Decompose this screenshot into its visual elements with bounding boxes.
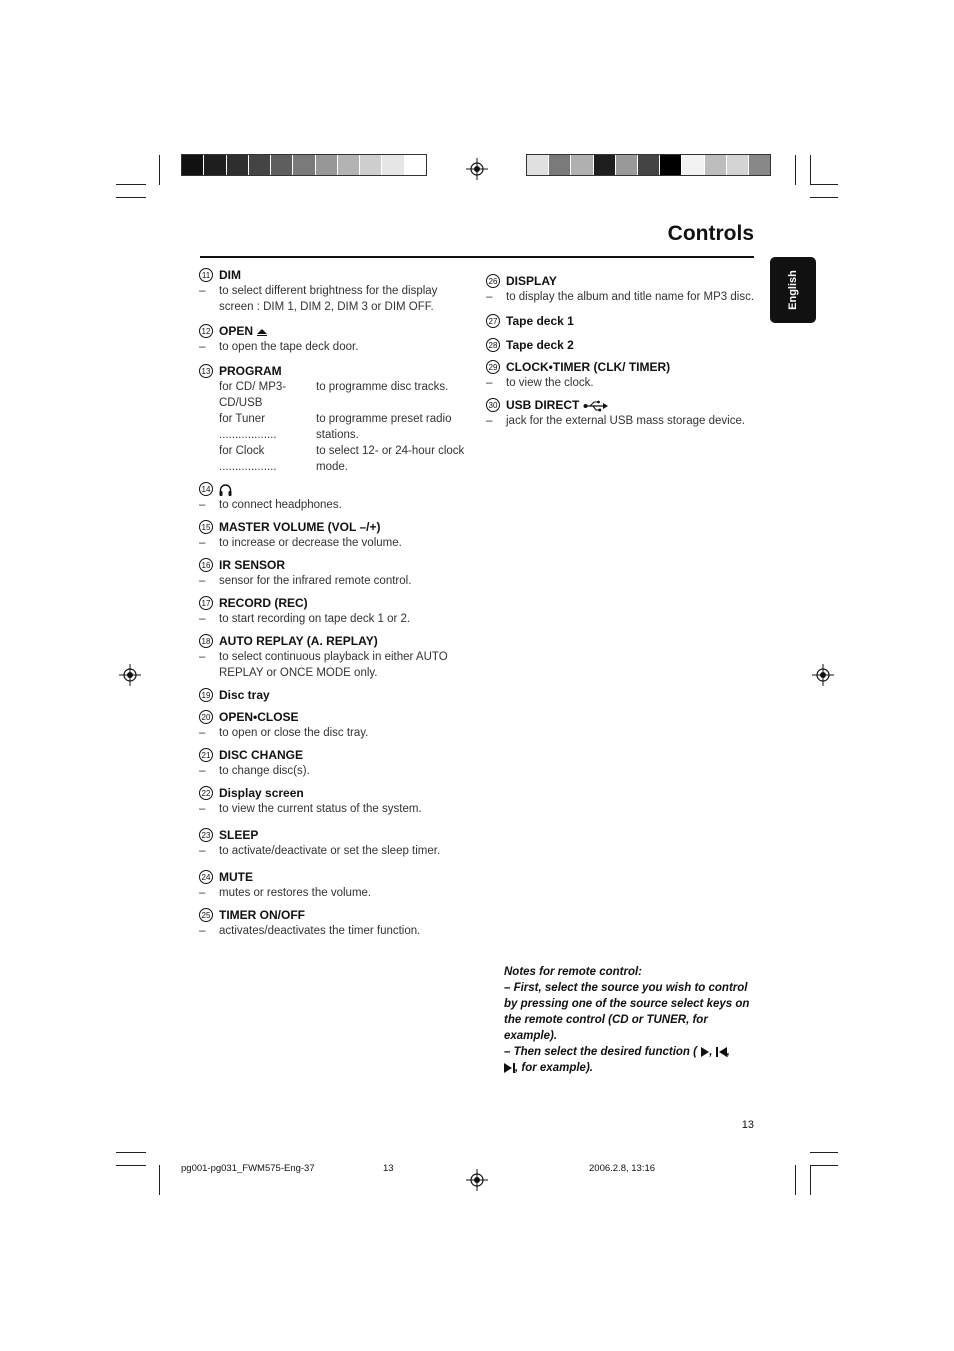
item-description (199, 763, 474, 779)
registration-mark-icon (466, 1169, 488, 1191)
dash: – (199, 537, 206, 549)
item-description-text: to view the current status of the system. (219, 803, 422, 815)
control-item (199, 481, 474, 513)
control-item (199, 267, 474, 315)
control-item (486, 397, 761, 429)
item-description-text: to select continuous playback in either AUTO REPLAY or ONCE MODE only. (219, 651, 448, 679)
item-title-text: Disc tray (219, 688, 270, 702)
color-swatch (338, 155, 360, 175)
item-title-text: PROGRAM (219, 364, 282, 378)
item-title-text: MASTER VOLUME (VOL –/+) (219, 520, 381, 534)
item-title (219, 267, 474, 283)
item-number: 17 (199, 596, 213, 610)
notes-line-2-end: , for example). (515, 1062, 593, 1074)
item-number: 20 (199, 710, 213, 724)
color-swatch (749, 155, 770, 175)
controls-list-right (486, 273, 761, 429)
item-number: 26 (486, 274, 500, 288)
item-description (199, 339, 474, 355)
item-title (506, 273, 761, 289)
item-title (219, 481, 474, 497)
color-swatch (682, 155, 704, 175)
control-item (486, 273, 761, 305)
program-row (219, 443, 474, 475)
item-description (199, 923, 474, 939)
controls-list-left (199, 267, 474, 939)
item-description (199, 649, 474, 681)
control-item (199, 869, 474, 901)
control-item (199, 747, 474, 779)
item-title-text: SLEEP (219, 828, 259, 842)
dash: – (199, 765, 206, 777)
program-row-key: for Tuner .................. (219, 413, 277, 441)
notes-title: Notes for remote control: (504, 966, 643, 978)
footer-page: 13 (383, 1163, 394, 1174)
item-title-text: RECORD (REC) (219, 596, 308, 610)
item-number: 29 (486, 360, 500, 374)
item-number: 18 (199, 634, 213, 648)
program-row-key: for Clock .................. (219, 445, 277, 473)
color-swatch (316, 155, 338, 175)
item-description-text: to display the album and title name for MP3 disc. (506, 291, 755, 303)
dash: – (199, 651, 206, 663)
dash: – (199, 925, 206, 937)
item-title (506, 359, 761, 375)
item-title (219, 557, 474, 573)
item-title (219, 869, 474, 885)
footer-date: 2006.2.8, 13:16 (589, 1163, 656, 1174)
item-title-text: DIM (219, 268, 241, 282)
usb-icon (583, 400, 609, 412)
dash: – (199, 285, 206, 297)
language-tab (770, 257, 816, 323)
color-swatch (616, 155, 638, 175)
registration-mark-icon (812, 664, 834, 686)
control-item (199, 363, 474, 475)
dash: – (199, 887, 206, 899)
dash: – (199, 803, 206, 815)
color-swatch (727, 155, 749, 175)
notes-line-2-text: – Then select the desired function ( (504, 1046, 697, 1058)
program-row-value: to programme disc tracks. (316, 381, 449, 393)
item-title (219, 747, 474, 763)
control-item (486, 359, 761, 391)
control-item (199, 557, 474, 589)
item-title (506, 397, 761, 413)
item-number: 12 (199, 324, 213, 338)
item-number: 28 (486, 338, 500, 352)
dash: – (486, 377, 493, 389)
notes-line-2-sep2: , (726, 1046, 730, 1058)
item-number: 19 (199, 688, 213, 702)
item-description (486, 413, 761, 429)
color-swatch (549, 155, 571, 175)
item-description-text: to select different brightness for the display screen : DIM 1, DIM 2, DIM 3 or DIM OFF. (219, 285, 438, 313)
item-number: 11 (199, 268, 213, 282)
color-swatch (271, 155, 293, 175)
item-title (219, 907, 474, 923)
control-item (199, 709, 474, 741)
headphones-icon (219, 484, 232, 496)
color-swatch (360, 155, 382, 175)
dash: – (199, 727, 206, 739)
item-title (219, 827, 474, 843)
item-number: 27 (486, 314, 500, 328)
item-description-text: to increase or decrease the volume. (219, 537, 402, 549)
control-item (199, 323, 474, 355)
item-description-text: to open or close the disc tray. (219, 727, 369, 739)
notes-line-2 (504, 1044, 756, 1076)
item-title-text: USB DIRECT (506, 398, 580, 412)
item-description-text: to open the tape deck door. (219, 341, 359, 353)
language-tab-label: English (787, 270, 799, 310)
control-item (486, 313, 761, 329)
previous-icon (716, 1047, 727, 1057)
item-number: 13 (199, 364, 213, 378)
control-item (199, 687, 474, 703)
color-bar-right (526, 154, 771, 176)
item-title (506, 337, 761, 353)
control-item (199, 907, 474, 939)
control-item (199, 519, 474, 551)
play-icon (700, 1047, 709, 1057)
program-row-key: for CD/ MP3-CD/USB (219, 381, 287, 409)
notes-line-1: – First, select the source you wish to control by pressing one of the source select keys on the remote control (CD or TUNER, for example). (504, 982, 750, 1042)
item-description-text: sensor for the infrared remote control. (219, 575, 412, 587)
color-swatch (638, 155, 660, 175)
item-description-text: to activate/deactivate or set the sleep timer. (219, 845, 441, 857)
registration-mark-icon (119, 664, 141, 686)
color-swatch (594, 155, 616, 175)
color-bar-left (181, 154, 427, 176)
item-description-text: to view the clock. (506, 377, 594, 389)
item-title-text: OPEN•CLOSE (219, 710, 299, 724)
item-title (219, 633, 474, 649)
dash: – (199, 575, 206, 587)
registration-mark-icon (466, 158, 488, 180)
item-description-text: mutes or restores the volume. (219, 887, 372, 899)
item-title (219, 687, 474, 703)
color-swatch (527, 155, 549, 175)
eject-icon (257, 328, 267, 336)
program-row (219, 411, 474, 443)
page-number: 13 (741, 1119, 754, 1131)
color-swatch (571, 155, 593, 175)
item-title (219, 519, 474, 535)
item-number: 23 (199, 828, 213, 842)
color-swatch (705, 155, 727, 175)
item-number: 15 (199, 520, 213, 534)
item-title-text: DISPLAY (506, 274, 557, 288)
item-number: 24 (199, 870, 213, 884)
title-rule (200, 256, 754, 258)
program-row-value: to programme preset radio stations. (316, 413, 452, 441)
item-description (486, 375, 761, 391)
item-title-text: Display screen (219, 786, 304, 800)
item-description-text: to start recording on tape deck 1 or 2. (219, 613, 411, 625)
item-number: 16 (199, 558, 213, 572)
color-swatch (293, 155, 315, 175)
item-number: 30 (486, 398, 500, 412)
item-description (199, 843, 474, 859)
control-item (199, 633, 474, 681)
item-title-text: AUTO REPLAY (A. REPLAY) (219, 634, 378, 648)
page-title: Controls (667, 222, 754, 245)
color-swatch (405, 155, 426, 175)
item-title-text: DISC CHANGE (219, 748, 304, 762)
dash: – (486, 291, 493, 303)
program-row-value: to select 12- or 24-hour clock mode. (316, 445, 465, 473)
dash: – (199, 499, 206, 511)
color-swatch (382, 155, 404, 175)
dash: – (199, 341, 206, 353)
item-title-text: CLOCK•TIMER (CLK/ TIMER) (506, 360, 671, 374)
item-description-text: jack for the external USB mass storage device. (506, 415, 746, 427)
item-title-text: MUTE (219, 870, 253, 884)
item-title (219, 785, 474, 801)
item-number: 22 (199, 786, 213, 800)
color-swatch (249, 155, 271, 175)
item-description-text: activates/deactivates the timer function. (219, 925, 421, 937)
remote-notes (504, 964, 756, 1076)
item-description (199, 573, 474, 589)
item-title-text: IR SENSOR (219, 558, 286, 572)
item-title (219, 363, 474, 379)
color-swatch (182, 155, 204, 175)
color-swatch (227, 155, 249, 175)
item-number: 14 (199, 482, 213, 496)
item-description (199, 725, 474, 741)
dash: – (199, 845, 206, 857)
control-item (199, 595, 474, 627)
item-title-text: Tape deck 2 (506, 338, 574, 352)
footer-file: pg001-pg031_FWM575-Eng-37 (181, 1163, 315, 1174)
program-row (219, 379, 474, 411)
item-title-text: TIMER ON/OFF (219, 908, 305, 922)
item-description (199, 283, 474, 315)
item-description (199, 611, 474, 627)
item-title-text: Tape deck 1 (506, 314, 574, 328)
color-swatch (204, 155, 226, 175)
item-description-text: to connect headphones. (219, 499, 342, 511)
control-item (199, 785, 474, 817)
item-description (199, 801, 474, 817)
item-description (199, 535, 474, 551)
item-description (199, 885, 474, 901)
item-description (486, 289, 761, 305)
item-title (219, 323, 474, 339)
control-item (486, 337, 761, 353)
item-description-text: to change disc(s). (219, 765, 310, 777)
dash: – (486, 415, 493, 427)
item-description (199, 497, 474, 513)
item-number: 25 (199, 908, 213, 922)
item-title (506, 313, 761, 329)
item-title (219, 595, 474, 611)
item-title-text: OPEN (219, 324, 254, 338)
item-number: 21 (199, 748, 213, 762)
notes-line-2-sep: , (709, 1046, 713, 1058)
control-item (199, 827, 474, 859)
color-swatch (660, 155, 682, 175)
dash: – (199, 613, 206, 625)
next-icon (504, 1063, 515, 1073)
item-title (219, 709, 474, 725)
